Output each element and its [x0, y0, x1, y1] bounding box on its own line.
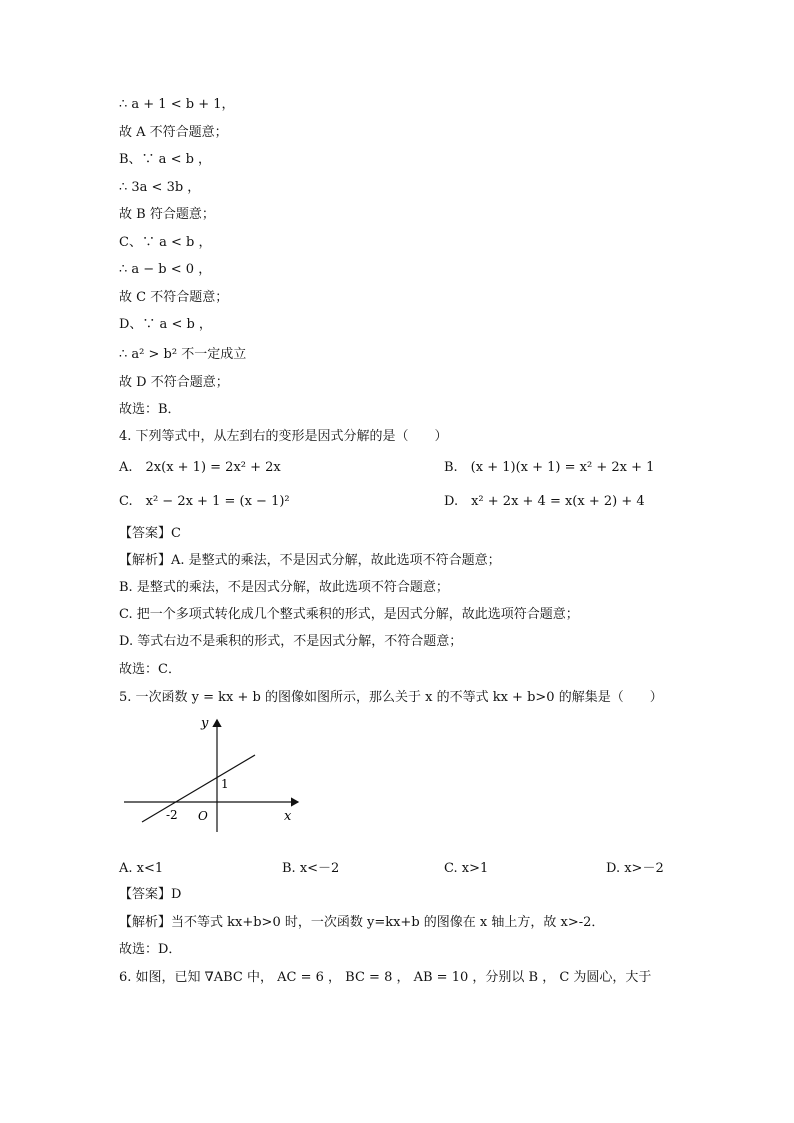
question-4-stem: 4. 下列等式中，从左到右的变形是因式分解的是（ ） — [119, 429, 448, 444]
text-line: ∴ a + 1 < b + 1， — [119, 97, 235, 112]
q5-option-d: D. x>－2 — [606, 861, 664, 876]
q4-answer: 【答案】C — [119, 526, 181, 541]
q5-option-c: C. x>1 — [444, 861, 489, 876]
q4-option-b: B. (x + 1)(x + 1) = x² + 2x + 1 — [444, 460, 655, 475]
question-6-stem: 6. 如图，已知 ∇ABC 中， AC = 6 ， BC = 8 ， AB = 10 ，分别以 B ， C 为圆心，大于 — [119, 970, 652, 985]
q4-option-a: A. 2x(x + 1) = 2x² + 2x — [119, 460, 281, 475]
y-axis-label: y — [201, 716, 209, 731]
q5-option-b: B. x<－2 — [282, 861, 340, 876]
text-line: ∴ a² > b² 不一定成立 — [119, 347, 247, 362]
q5-option-a: A. x<1 — [119, 861, 164, 876]
text-line: D、∵ a < b ， — [119, 317, 212, 332]
text-line: 故 A 不符合题意； — [119, 125, 228, 140]
q4-analysis-line: 【解析】A. 是整式的乘法，不是因式分解，故此选项不符合题意； — [119, 553, 501, 568]
q5-answer: 【答案】D — [119, 887, 182, 902]
text-line: 故 B 符合题意； — [119, 207, 215, 222]
q5-function-graph — [118, 712, 308, 834]
text-line: 故 D 不符合题意； — [119, 375, 229, 390]
x-axis-label: x — [284, 809, 292, 824]
text-line: 故 C 不符合题意； — [119, 290, 229, 305]
q4-option-c: C. x² − 2x + 1 = (x − 1)² — [119, 494, 290, 509]
question-5-stem: 5. 一次函数 y = kx + b 的图像如图所示，那么关于 x 的不等式 kx + b>0 的解集是（ ） — [119, 690, 663, 705]
q4-analysis-line: 故选：C． — [119, 662, 181, 677]
text-line: C、∵ a < b ， — [119, 235, 212, 250]
text-line: ∴ a − b < 0 ， — [119, 262, 212, 277]
q5-analysis-line: 故选：D． — [119, 942, 182, 957]
q5-analysis-line: 【解析】当不等式 kx+b>0 时，一次函数 y=kx+b 的图像在 x 轴上方，故 x>-2． — [119, 915, 605, 930]
q4-option-d: D. x² + 2x + 4 = x(x + 2) + 4 — [444, 494, 645, 509]
y-intercept-label: 1 — [221, 777, 229, 791]
text-line: ∴ 3a < 3b ， — [119, 180, 201, 195]
origin-label: O — [198, 809, 208, 823]
text-line: 故选：B． — [119, 402, 181, 417]
q4-analysis-line: D. 等式右边不是乘积的形式，不是因式分解，不符合题意； — [119, 634, 463, 649]
q4-analysis-line: B. 是整式的乘法，不是因式分解，故此选项不符合题意； — [119, 580, 449, 595]
text-line: B、∵ a < b ， — [119, 152, 212, 167]
x-intercept-label: -2 — [166, 808, 178, 822]
q4-analysis-line: C. 把一个多项式转化成几个整式乘积的形式，是因式分解，故此选项符合题意； — [119, 607, 579, 622]
